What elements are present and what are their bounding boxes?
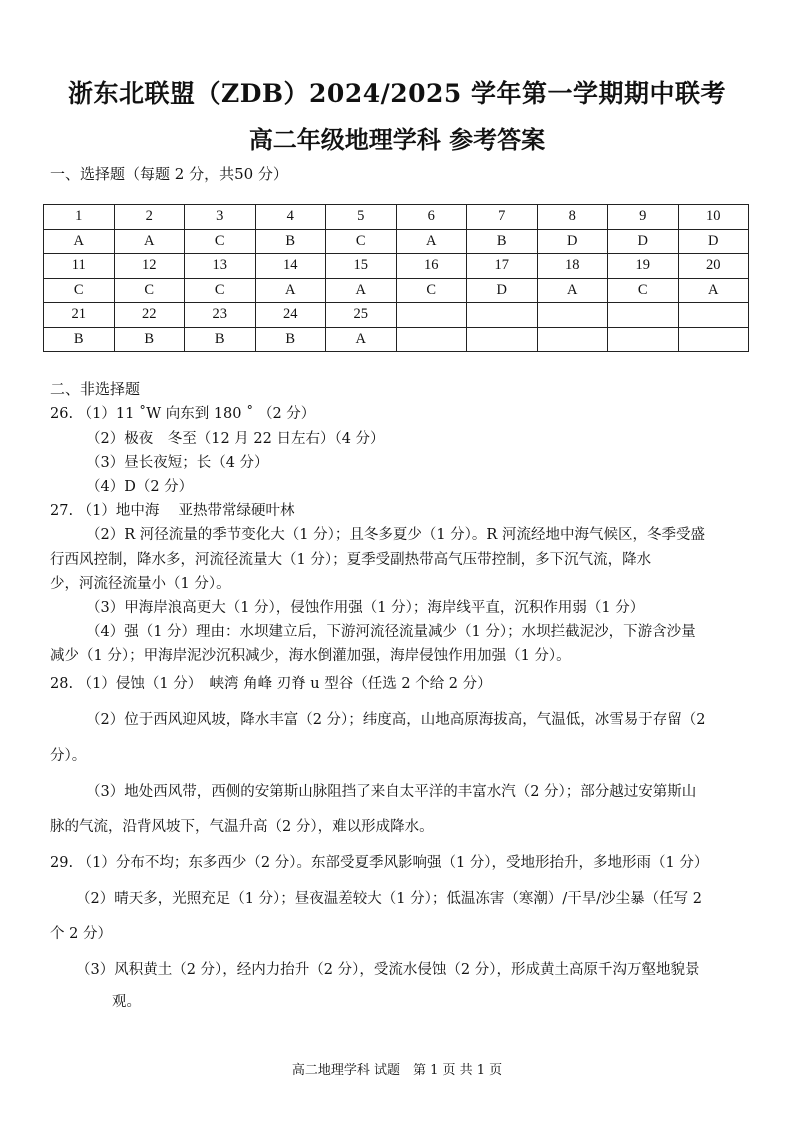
answer-table xyxy=(43,204,749,352)
question-number-cell: 25 xyxy=(326,303,397,328)
question-number-cell: 23 xyxy=(185,303,256,328)
question-number-cell: 22 xyxy=(114,303,185,328)
question-number-cell xyxy=(467,303,538,328)
answer-cell: A xyxy=(326,327,397,352)
answer-table-row xyxy=(44,303,749,328)
q26-line: 26. （1）11 ˚W 向东到 180 ˚ （2 分） xyxy=(50,406,316,422)
answer-cell: B xyxy=(255,327,326,352)
answer-cell: B xyxy=(44,327,115,352)
q27-line: （2）R 河径流量的季节变化大（1 分）；且冬多夏少（1 分）。R 河流经地中海气候区，冬季受盛 xyxy=(86,527,705,543)
q27-line: 27. （1）地中海 亚热带常绿硬叶林 xyxy=(50,503,295,519)
answer-cell xyxy=(537,327,608,352)
answer-cell: D xyxy=(467,278,538,303)
answer-cell: C xyxy=(185,278,256,303)
page-title: 浙东北联盟（ZDB）2024/2025 学年第一学期期中联考 xyxy=(67,79,727,108)
question-number-cell: 7 xyxy=(467,205,538,230)
question-number-cell: 14 xyxy=(255,254,326,279)
answer-cell: C xyxy=(185,229,256,254)
question-number-cell: 21 xyxy=(44,303,115,328)
question-number-cell xyxy=(678,303,749,328)
question-number-cell: 18 xyxy=(537,254,608,279)
answer-cell: C xyxy=(608,278,679,303)
q29-line: 观。 xyxy=(112,994,141,1010)
q27-line: 减少（1 分）；甲海岸泥沙沉积减少，海水倒灌加强，海岸侵蚀作用加强（1 分）。 xyxy=(50,648,571,664)
question-number-cell xyxy=(396,303,467,328)
q26-line: （2）极夜 冬至（12 月 22 日左右）（4 分） xyxy=(86,431,385,447)
answer-cell: B xyxy=(114,327,185,352)
answer-cell: D xyxy=(678,229,749,254)
q27-line: （4）强（1 分）理由：水坝建立后，下游河流径流量减少（1 分）；水坝拦截泥沙，下游含沙量 xyxy=(86,624,696,640)
question-number-cell: 3 xyxy=(185,205,256,230)
q28-line: 分）。 xyxy=(50,748,87,764)
answer-cell: A xyxy=(537,278,608,303)
q26-line: （3）昼长夜短；长（4 分） xyxy=(86,455,269,471)
answer-cell: C xyxy=(326,229,397,254)
answer-cell: B xyxy=(255,229,326,254)
answer-cell: B xyxy=(467,229,538,254)
question-number-cell: 8 xyxy=(537,205,608,230)
question-number-cell: 10 xyxy=(678,205,749,230)
q29-line: （2）晴天多，光照充足（1 分）；昼夜温差较大（1 分）；低温冻害（寒潮）/干旱/沙尘暴（任写 2 xyxy=(76,891,702,907)
q29-line: 29. （1）分布不均；东多西少（2 分）。东部受夏季风影响强（1 分），受地形抬升，多地形雨（1 分） xyxy=(50,855,709,871)
question-number-cell: 6 xyxy=(396,205,467,230)
section-heading-nonchoice: 二、非选择题 xyxy=(50,380,141,398)
question-number-cell: 1 xyxy=(44,205,115,230)
answer-cell: C xyxy=(44,278,115,303)
answer-cell: A xyxy=(255,278,326,303)
answer-cell: A xyxy=(44,229,115,254)
question-number-cell: 20 xyxy=(678,254,749,279)
question-number-cell: 15 xyxy=(326,254,397,279)
question-number-cell: 11 xyxy=(44,254,115,279)
answer-cell: C xyxy=(396,278,467,303)
q27-line: 少，河流径流量小（1 分）。 xyxy=(50,576,231,592)
answer-cell: D xyxy=(537,229,608,254)
question-number-cell: 17 xyxy=(467,254,538,279)
answer-table-row xyxy=(44,229,749,254)
answer-cell xyxy=(608,327,679,352)
answer-cell: D xyxy=(608,229,679,254)
answer-cell xyxy=(467,327,538,352)
question-number-cell: 16 xyxy=(396,254,467,279)
question-number-cell: 13 xyxy=(185,254,256,279)
section-heading-choice: 一、选择题（每题 2 分，共50 分） xyxy=(50,165,288,183)
page-subtitle: 高二年级地理学科 参考答案 xyxy=(248,125,546,154)
answer-cell: A xyxy=(114,229,185,254)
question-number-cell xyxy=(537,303,608,328)
q26-line: （4）D（2 分） xyxy=(86,479,194,495)
q29-line: （3）风积黄土（2 分），经内力抬升（2 分），受流水侵蚀（2 分），形成黄土高原千沟万壑地貌景 xyxy=(76,962,700,978)
page-footer: 高二地理学科 试题 第 1 页 共 1 页 xyxy=(291,1063,503,1078)
question-number-cell: 2 xyxy=(114,205,185,230)
question-number-cell: 19 xyxy=(608,254,679,279)
answer-cell: A xyxy=(396,229,467,254)
q29-line: 个 2 分） xyxy=(50,926,112,942)
question-number-cell: 9 xyxy=(608,205,679,230)
answer-cell xyxy=(396,327,467,352)
q28-line: 脉的气流，沿背风坡下，气温升高（2 分），难以形成降水。 xyxy=(50,819,434,835)
answer-table-row xyxy=(44,327,749,352)
answer-cell: B xyxy=(185,327,256,352)
question-number-cell: 5 xyxy=(326,205,397,230)
q28-line: （2）位于西风迎风坡，降水丰富（2 分）；纬度高，山地高原海拔高，气温低，冰雪易于存留（2 xyxy=(86,712,706,728)
answer-table-row xyxy=(44,278,749,303)
answer-table-row xyxy=(44,254,749,279)
answer-cell: A xyxy=(326,278,397,303)
question-number-cell: 24 xyxy=(255,303,326,328)
q27-line: 行西风控制，降水多，河流径流量大（1 分）；夏季受副热带高气压带控制，多下沉气流，降水 xyxy=(50,552,652,568)
q27-line: （3）甲海岸浪高更大（1 分），侵蚀作用强（1 分）；海岸线平直，沉积作用弱（1 分） xyxy=(86,600,645,616)
question-number-cell: 12 xyxy=(114,254,185,279)
q28-line: 28. （1）侵蚀（1 分） 峡湾 角峰 刃脊 u 型谷（任选 2 个给 2 分） xyxy=(50,676,492,692)
answer-cell xyxy=(678,327,749,352)
question-number-cell xyxy=(608,303,679,328)
q28-line: （3）地处西风带，西侧的安第斯山脉阻挡了来自太平洋的丰富水汽（2 分）；部分越过安第斯山 xyxy=(86,784,697,800)
question-number-cell: 4 xyxy=(255,205,326,230)
answer-cell: C xyxy=(114,278,185,303)
answer-table-row xyxy=(44,205,749,230)
answer-cell: A xyxy=(678,278,749,303)
